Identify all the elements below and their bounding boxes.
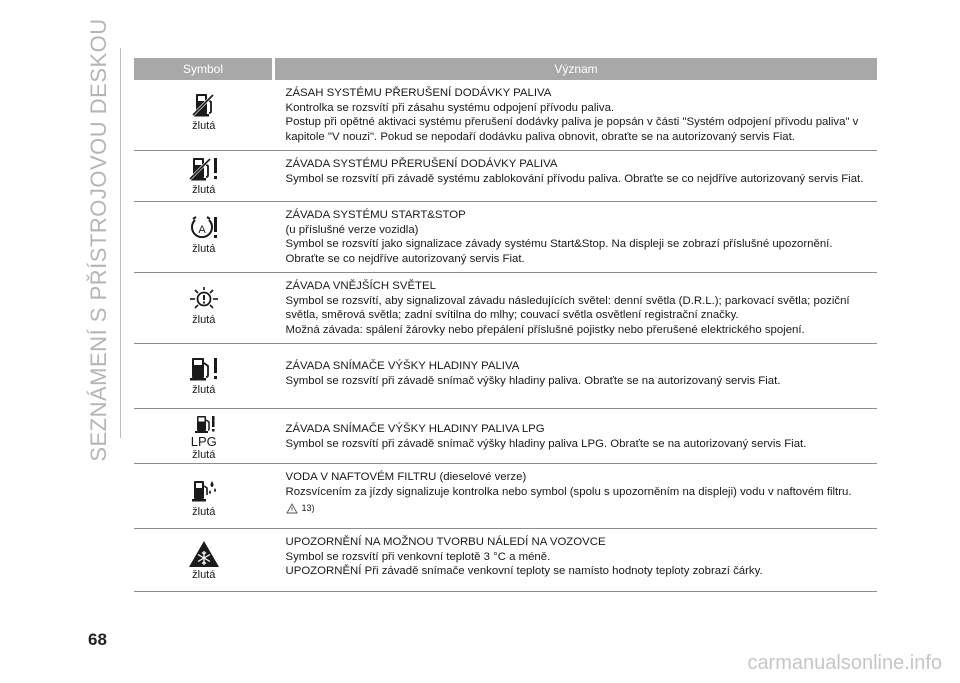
table-row <box>134 464 877 529</box>
meaning-title: ZÁVADA SYSTÉMU PŘERUŠENÍ DODÁVKY PALIVA <box>285 158 558 170</box>
symbol-color-label: žlutá <box>192 449 216 461</box>
page-number: 68 <box>88 630 107 649</box>
meaning-line: Symbol se rozsvítí, aby signalizoval závadu následujících světel: denní světla (D.R.L.); parkovací světla; poziční <box>285 294 850 307</box>
meaning-line: Možná závada: spálení žárovky nebo přepálení příslušné pojistky nebo přerušené elektrického spojení. <box>285 323 805 336</box>
start-stop-fault-icon <box>187 214 221 242</box>
symbol-color-label: žlutá <box>192 384 216 396</box>
symbol-color-label: žlutá <box>192 184 216 196</box>
symbol-cell <box>134 273 274 344</box>
fuel-cutoff-icon <box>187 91 221 119</box>
water-in-diesel-filter-icon <box>187 477 221 505</box>
meaning-line: Symbol se rozsvítí při závadě snímač výšky hladiny paliva LPG. Obraťte se na autorizovaný servis Fiat. <box>285 437 807 450</box>
side-divider <box>120 48 121 438</box>
meaning-cell <box>274 344 878 409</box>
symbol-cell <box>134 80 274 151</box>
symbol-cell <box>134 151 274 202</box>
meaning-line: Symbol se rozsvítí při venkovní teplotě 3 °C a méně. <box>285 550 551 563</box>
meaning-line: Symbol se rozsvítí při závadě snímač výšky hladiny paliva. Obraťte se na autorizovaný servis Fiat. <box>285 374 781 387</box>
table-row <box>134 80 877 151</box>
meaning-line: Symbol se rozsvítí jako signalizace závady systému Start&Stop. Na displeji se zobrazí příslušné upozornění. <box>285 238 833 250</box>
table-header-row <box>134 58 877 80</box>
meaning-title: ZÁVADA SYSTÉMU START&STOP <box>285 209 466 221</box>
symbol-color-label: žlutá <box>192 506 216 518</box>
table-row <box>134 409 877 464</box>
table-row <box>134 344 877 409</box>
meaning-title: UPOZORNĚNÍ NA MOŽNOU TVORBU NÁLEDÍ NA VOZOVCE <box>285 536 606 548</box>
table-row <box>134 529 877 592</box>
meaning-line: Rozsvícením za jízdy signalizuje kontrolka nebo symbol (spolu s upozorněním na displeji) vodu v naftovém filtru. <box>285 485 852 498</box>
header-symbol: Symbol <box>134 58 274 80</box>
note-reference <box>286 501 878 516</box>
meaning-line: kapitole "V nouzi". Pokud se nepodaří dodávku paliva obnovit, obraťte se na autorizovaný servis Fiat. <box>285 130 795 143</box>
meaning-line: světla, směrová světla; zadní svítilna do mlhy; couvací světla osvětlení registrační značky. <box>285 309 739 321</box>
meaning-cell <box>274 80 878 151</box>
meaning-cell <box>274 409 878 464</box>
symbol-cell <box>134 464 274 529</box>
note-reference-number: 13) <box>301 503 315 513</box>
meaning-cell <box>274 464 878 529</box>
symbol-color-label: žlutá <box>192 120 216 132</box>
table-row <box>134 273 877 344</box>
meaning-line: Obraťte se co nejdříve autorizovaný servis Fiat. <box>285 252 525 265</box>
meaning-title: ZÁVADA SNÍMAČE VÝŠKY HLADINY PALIVA LPG <box>285 423 545 435</box>
fuel-level-sensor-fault-icon <box>187 355 221 383</box>
meaning-title: ZÁVADA VNĚJŠÍCH SVĚTEL <box>285 280 436 292</box>
meaning-line: Postup při opětné aktivaci systému přerušení dodávky paliva je popsán v části "Systém odpojení přívodu paliva" v <box>285 116 859 128</box>
chapter-side-title <box>84 18 114 462</box>
symbol-color-label: žlutá <box>192 243 216 255</box>
exterior-light-fault-icon <box>187 285 221 313</box>
meaning-cell <box>274 273 878 344</box>
symbol-table <box>134 58 877 592</box>
lpg-level-sensor-fault-icon <box>187 414 221 434</box>
meaning-cell <box>274 151 878 202</box>
watermark-text: carmanualsonline.info <box>747 652 942 674</box>
meaning-title: VODA V NAFTOVÉM FILTRU (dieselové verze) <box>285 471 527 483</box>
warning-triangle-icon <box>286 503 298 514</box>
svg-text:A: A <box>198 224 206 236</box>
meaning-line: Symbol se rozsvítí při závadě systému zablokování přívodu paliva. Obraťte se co nejdříve autorizovaný servis Fiat. <box>285 172 864 185</box>
symbol-color-label: žlutá <box>192 314 216 326</box>
fuel-cutoff-fault-icon <box>187 155 221 183</box>
ice-warning-icon <box>187 540 221 568</box>
meaning-line: Kontrolka se rozsvítí při zásahu systému odpojení přívodu paliva. <box>285 101 615 114</box>
table-row <box>134 151 877 202</box>
meaning-line: (u příslušné verze vozidla) <box>285 223 419 236</box>
meaning-title: ZÁSAH SYSTÉMU PŘERUŠENÍ DODÁVKY PALIVA <box>285 87 552 99</box>
symbol-cell <box>134 529 274 592</box>
chapter-title-text: SEZNÁMENÍ S PŘÍSTROJOVOU DESKOU <box>86 18 111 462</box>
table-row <box>134 202 877 273</box>
meaning-cell <box>274 529 878 592</box>
meaning-title: ZÁVADA SNÍMAČE VÝŠKY HLADINY PALIVA <box>285 360 520 372</box>
meaning-line: UPOZORNĚNÍ Při závadě snímače venkovní teploty se namísto hodnoty teploty zobrazí čárky. <box>285 565 763 577</box>
symbol-cell <box>134 344 274 409</box>
symbol-cell <box>134 409 274 464</box>
header-meaning: Význam <box>274 58 878 80</box>
symbol-cell <box>134 202 274 273</box>
lpg-icon-text: LPG <box>190 434 217 449</box>
meaning-cell <box>274 202 878 273</box>
symbol-color-label: žlutá <box>192 569 216 581</box>
